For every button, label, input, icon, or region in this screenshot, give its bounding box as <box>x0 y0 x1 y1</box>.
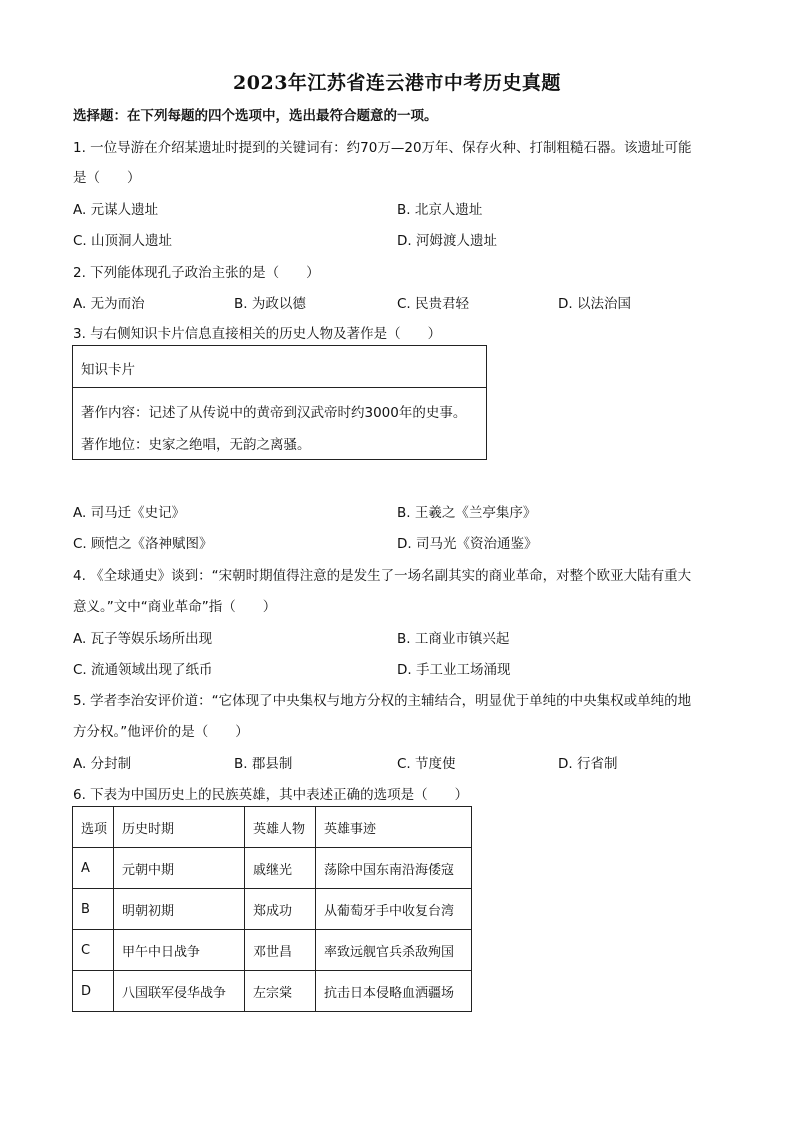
section-instruction: 选择题：在下列每题的四个选项中，选出最符合题意的一项。 <box>73 108 438 124</box>
question-3-option-a: A. 司马迁《史记》 <box>73 505 186 521</box>
table-cell: 抗击日本侵略血洒疆场 <box>316 971 472 1012</box>
question-3-option-b: B. 王羲之《兰亭集序》 <box>397 505 537 521</box>
question-5-text-cont: 方分权。”他评价的是（ ） <box>73 724 249 740</box>
question-1-option-c: C. 山顶洞人遗址 <box>73 233 173 249</box>
question-6-text: 6. 下表为中国历史上的民族英雄，其中表述正确的选项是（ ） <box>73 787 469 803</box>
table-header-cell: 英雄事迹 <box>316 807 472 848</box>
page-title: 2023年江苏省连云港市中考历史真题 <box>233 72 561 94</box>
table-cell: 八国联军侵华战争 <box>114 971 245 1012</box>
question-1-text: 1. 一位导游在介绍某遗址时提到的关键词有：约70万—20万年、保存火种、打制粗糙石器。该遗址可能 <box>73 140 692 156</box>
table-cell: 戚继光 <box>245 848 316 889</box>
table-row <box>73 930 472 971</box>
knowledge-card <box>72 345 487 460</box>
question-4-option-d: D. 手工业工场涌现 <box>397 662 511 678</box>
table-cell: A <box>73 848 114 889</box>
question-2-text: 2. 下列能体现孔子政治主张的是（ ） <box>73 265 320 281</box>
question-3-option-c: C. 顾恺之《洛神赋图》 <box>73 536 213 552</box>
question-5-option-c: C. 节度使 <box>397 756 456 772</box>
question-1-option-b: B. 北京人遗址 <box>397 202 483 218</box>
table-header-cell: 英雄人物 <box>245 807 316 848</box>
question-3-text: 3. 与右侧知识卡片信息直接相关的历史人物及著作是（ ） <box>73 326 442 342</box>
heroes-table <box>72 806 472 1012</box>
question-2-option-b: B. 为政以德 <box>234 296 306 312</box>
table-cell: C <box>73 930 114 971</box>
knowledge-card-title: 知识卡片 <box>73 346 486 388</box>
table-cell: 邓世昌 <box>245 930 316 971</box>
table-cell: 荡除中国东南沿海倭寇 <box>316 848 472 889</box>
question-1-text-cont: 是（ ） <box>73 170 141 186</box>
table-cell: D <box>73 971 114 1012</box>
question-5-option-b: B. 郡县制 <box>234 756 293 772</box>
table-header-row <box>73 807 472 848</box>
table-cell: B <box>73 889 114 930</box>
question-2-option-c: C. 民贵君轻 <box>397 296 470 312</box>
question-4-text-cont: 意义。”文中“商业革命”指（ ） <box>73 599 277 615</box>
table-cell: 郑成功 <box>245 889 316 930</box>
question-4-text: 4. 《全球通史》谈到：“宋朝时期值得注意的是发生了一场名副其实的商业革命，对整个欧亚大陆有重大 <box>73 568 692 584</box>
question-4-option-c: C. 流通领域出现了纸币 <box>73 662 213 678</box>
question-2-option-a: A. 无为而治 <box>73 296 145 312</box>
question-5-option-a: A. 分封制 <box>73 756 132 772</box>
table-cell: 明朝初期 <box>114 889 245 930</box>
table-cell: 甲午中日战争 <box>114 930 245 971</box>
question-3-option-d: D. 司马光《资治通鉴》 <box>397 536 538 552</box>
knowledge-card-content: 著作内容：记述了从传说中的黄帝到汉武帝时约3000年的史事。 <box>81 405 467 421</box>
question-5-text: 5. 学者李治安评价道：“它体现了中央集权与地方分权的主辅结合，明显优于单纯的中央集权或单纯的地 <box>73 693 692 709</box>
question-4-option-a: A. 瓦子等娱乐场所出现 <box>73 631 213 647</box>
table-cell: 从葡萄牙手中收复台湾 <box>316 889 472 930</box>
question-1-option-a: A. 元谋人遗址 <box>73 202 159 218</box>
table-row <box>73 848 472 889</box>
table-row <box>73 889 472 930</box>
table-cell: 元朝中期 <box>114 848 245 889</box>
table-cell: 率致远舰官兵杀敌殉国 <box>316 930 472 971</box>
question-4-option-b: B. 工商业市镇兴起 <box>397 631 510 647</box>
question-2-option-d: D. 以法治国 <box>558 296 631 312</box>
question-5-option-d: D. 行省制 <box>558 756 618 772</box>
knowledge-card-status: 著作地位：史家之绝唱，无韵之离骚。 <box>81 437 311 453</box>
table-row <box>73 971 472 1012</box>
table-cell: 左宗棠 <box>245 971 316 1012</box>
table-header-cell: 历史时期 <box>114 807 245 848</box>
question-1-option-d: D. 河姆渡人遗址 <box>397 233 497 249</box>
table-header-cell: 选项 <box>73 807 114 848</box>
